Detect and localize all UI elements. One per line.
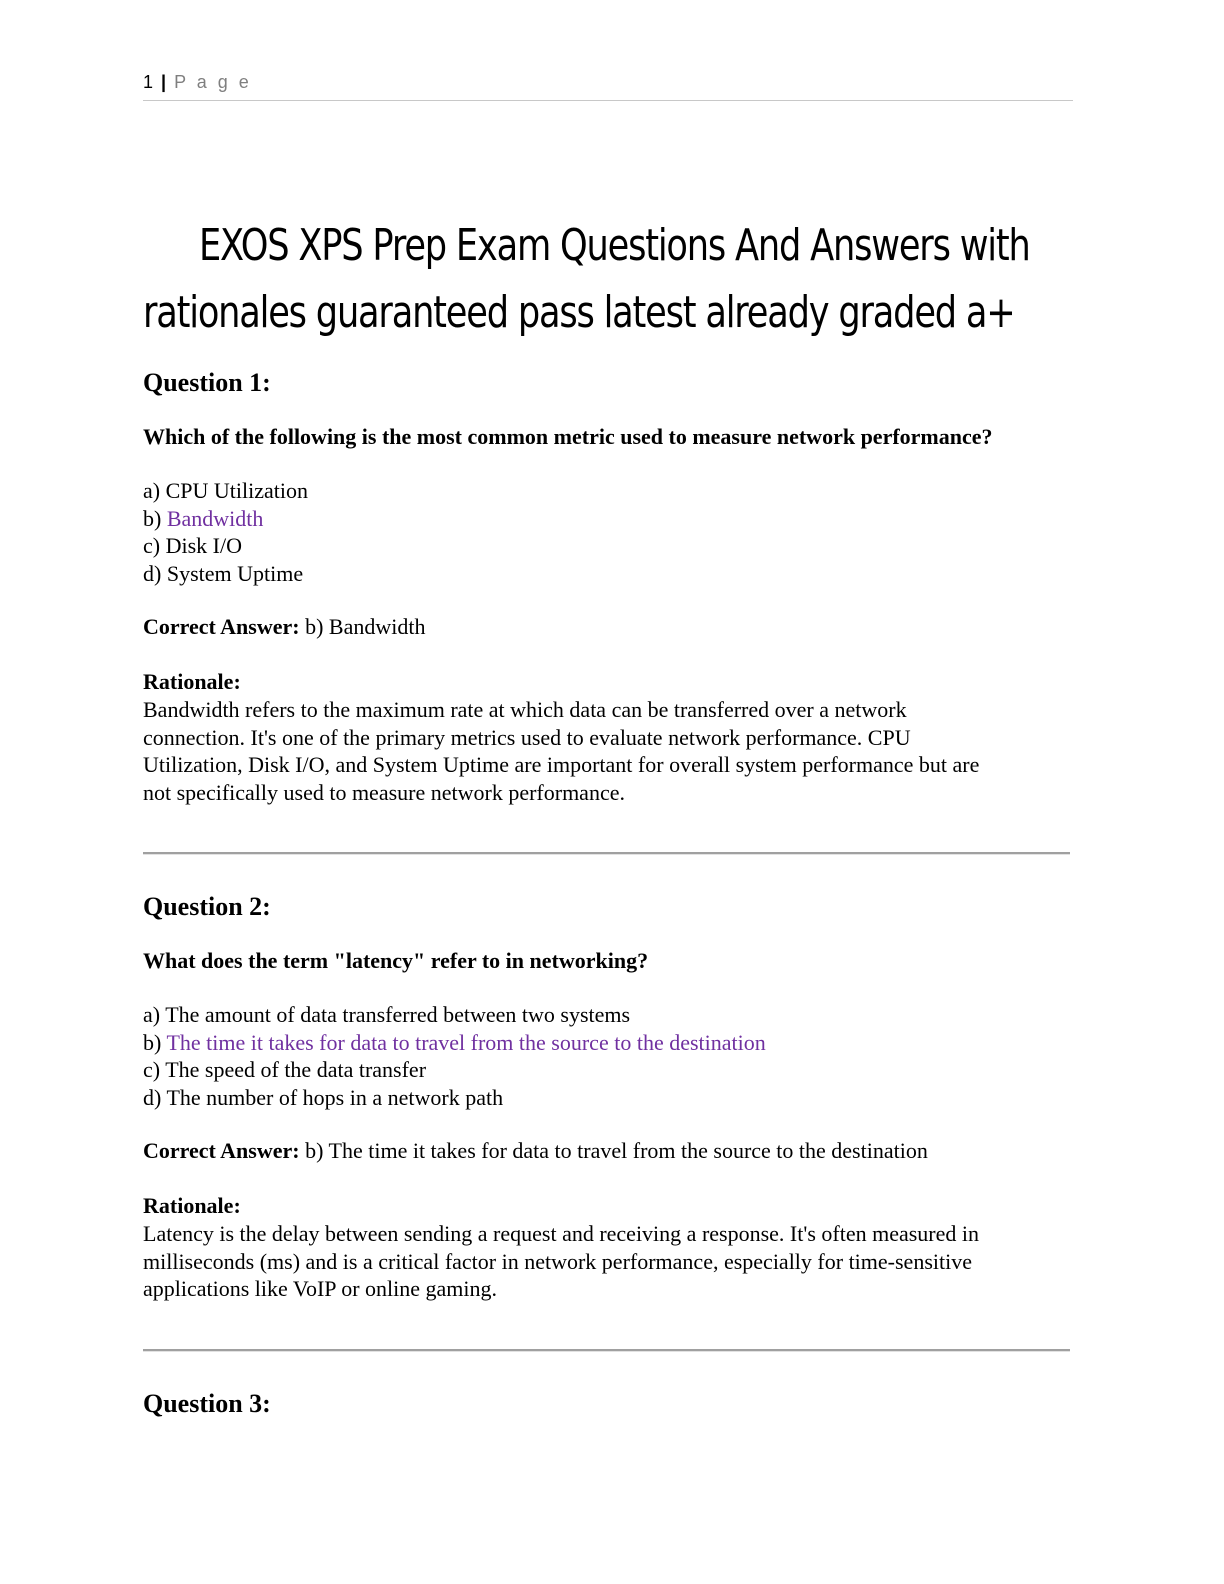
option-text: Disk I/O <box>165 533 242 558</box>
option-prefix: c) <box>143 533 166 558</box>
option-text: The number of hops in a network path <box>166 1084 504 1110</box>
option-a <box>143 477 1073 505</box>
answer-options <box>143 477 1073 587</box>
question-1 <box>143 366 1073 806</box>
option-b <box>143 1029 1073 1057</box>
page-header <box>143 72 1073 101</box>
rationale-line: not specifically used to measure network performance. <box>143 779 625 805</box>
answer-options <box>143 1001 1073 1111</box>
question-text: Which of the following is the most common metric used to measure network performance? <box>143 424 993 449</box>
question-text: What does the term "latency" refer to in networking? <box>143 948 649 973</box>
question-2 <box>143 890 1073 1303</box>
correct-answer-label: Correct Answer: <box>143 1138 300 1163</box>
question-3 <box>143 1387 1073 1421</box>
option-c <box>143 1056 1073 1084</box>
correct-answer-value: b) Bandwidth <box>299 614 426 639</box>
rationale-label: Rationale: <box>143 1193 241 1218</box>
option-prefix: b) <box>143 505 167 531</box>
option-prefix: a) <box>143 1002 166 1027</box>
option-text: The speed of the data transfer <box>165 1057 427 1082</box>
title-line-2: rationales guaranteed pass latest already graded a+ <box>143 287 1015 338</box>
section-divider <box>143 1349 1070 1352</box>
correct-answer-label: Correct Answer: <box>143 614 300 639</box>
option-prefix: c) <box>143 1057 166 1082</box>
page-number: 1 <box>143 72 154 92</box>
question-heading: Question 1: <box>143 368 271 397</box>
page-label: P a g e <box>174 72 252 92</box>
title-line-1: EXOS XPS Prep Exam Questions And Answers with <box>199 220 1030 271</box>
option-d <box>143 1084 1073 1112</box>
header-separator: | <box>161 72 167 92</box>
correct-answer-value: b) The time it takes for data to travel from the source to the destination <box>299 1138 928 1163</box>
rationale-line: Bandwidth refers to the maximum rate at which data can be transferred over a network <box>143 697 907 722</box>
option-b <box>143 505 1073 533</box>
option-a <box>143 1001 1073 1029</box>
option-text-highlighted: Bandwidth <box>166 505 264 531</box>
rationale-line: milliseconds (ms) and is a critical factor in network performance, especially for time-sensitive <box>143 1248 972 1274</box>
option-text: System Uptime <box>166 560 304 586</box>
question-heading: Question 2: <box>143 892 271 921</box>
correct-answer <box>143 1137 1073 1165</box>
rationale-line: Latency is the delay between sending a request and receiving a response. It's often measured in <box>143 1221 979 1246</box>
correct-answer <box>143 613 1073 641</box>
option-c <box>143 532 1073 560</box>
document-body <box>143 366 1073 1421</box>
option-prefix: b) <box>143 1029 167 1055</box>
rationale-label: Rationale: <box>143 669 241 694</box>
rationale-line: Utilization, Disk I/O, and System Uptime are important for overall system performance but are <box>143 752 980 777</box>
option-text-highlighted: The time it takes for data to travel from the source to the destination <box>166 1029 766 1055</box>
option-text: CPU Utilization <box>165 478 308 503</box>
document-title <box>143 212 1083 346</box>
question-heading: Question 3: <box>143 1388 271 1418</box>
option-prefix: d) <box>143 560 167 586</box>
option-prefix: d) <box>143 1084 167 1110</box>
option-d <box>143 560 1073 588</box>
rationale-line: connection. It's one of the primary metrics used to evaluate network performance. CPU <box>143 724 911 750</box>
rationale-text <box>143 696 1073 806</box>
rationale-text <box>143 1220 1073 1303</box>
rationale-line: applications like VoIP or online gaming. <box>143 1276 497 1301</box>
option-prefix: a) <box>143 478 166 503</box>
section-divider <box>143 852 1070 855</box>
option-text: The amount of data transferred between two systems <box>165 1002 631 1027</box>
